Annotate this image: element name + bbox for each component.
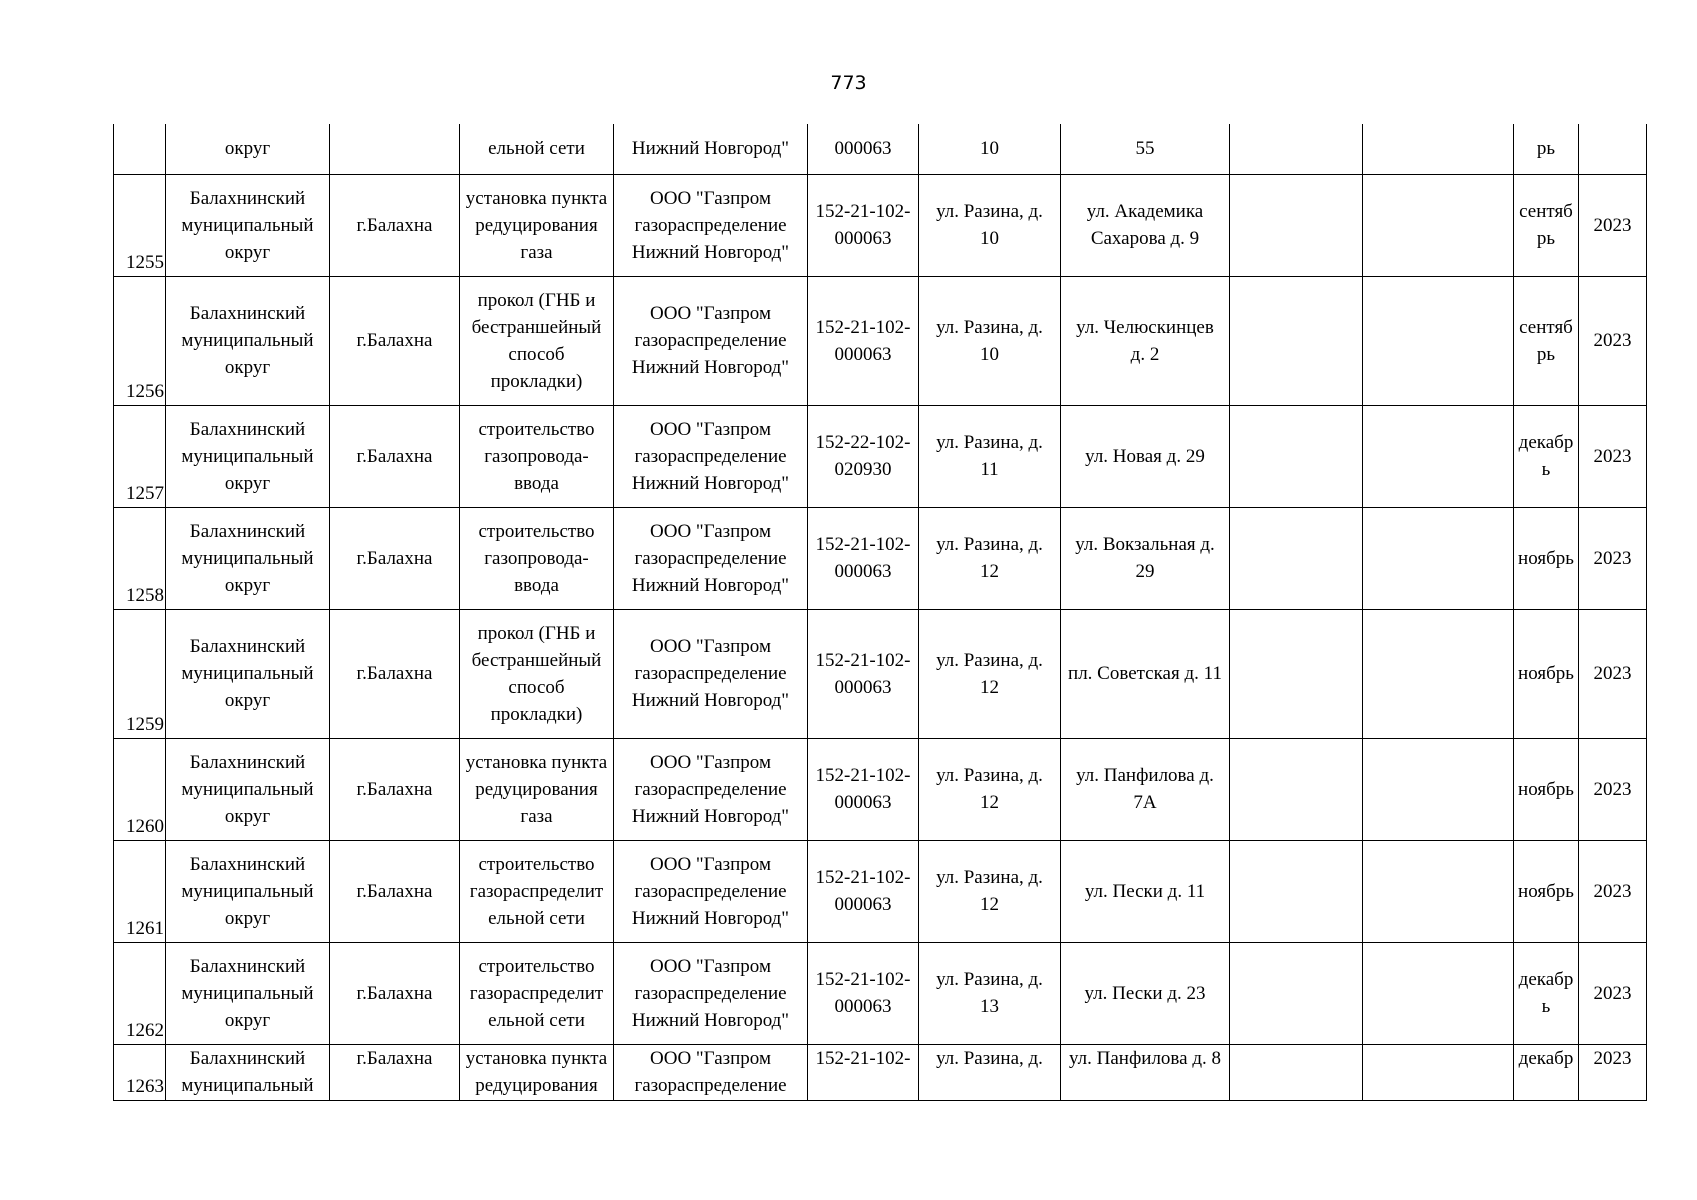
city-cell: г.Балахна (330, 405, 460, 507)
city-cell: г.Балахна (330, 174, 460, 276)
city-cell (330, 124, 460, 174)
year-cell: 2023 (1579, 609, 1647, 738)
table-row (114, 609, 1647, 738)
cell-line: 000063 (834, 894, 892, 915)
empty-cell (1230, 174, 1363, 276)
cell-line: муниципальный (181, 330, 314, 351)
year-cell (1579, 124, 1647, 174)
to-address-cell (1061, 174, 1230, 276)
cell-line: 152-22-102- (815, 432, 911, 453)
cell-line: газораспределение (634, 880, 787, 902)
empty-cell (1230, 276, 1363, 405)
cell-line: Балахнинский (189, 751, 306, 773)
cell-line: муниципальный (181, 445, 314, 467)
cell-line: ул. Пески д. 11 (1084, 880, 1206, 902)
cell-line: 152-21-102- (815, 867, 911, 888)
month-cell (1514, 840, 1579, 942)
cell-line: муниципальный (181, 880, 314, 902)
row-number-cell: 1258 (114, 507, 166, 609)
district-cell (166, 609, 330, 738)
row-number-cell: 1260 (114, 738, 166, 840)
year-cell: 2023 (1579, 840, 1647, 942)
cell-line: ул. Разина, д. (936, 201, 1043, 222)
work-type-cell (460, 609, 614, 738)
to-address-cell (1061, 738, 1230, 840)
cell-line: Нижний Новгород" (631, 357, 790, 378)
year-cell: 2023 (1579, 174, 1647, 276)
organization-cell (614, 276, 808, 405)
cell-line: ул. Разина, д. (936, 765, 1043, 786)
cell-line: ООО "Газпром (650, 751, 771, 773)
cell-line: Нижний Новгород" (631, 1009, 790, 1031)
cell-line: 000063 (834, 996, 892, 1017)
cell-line: ул. Разина, д. (936, 649, 1043, 671)
cell-line: 12 (980, 894, 999, 915)
code-cell (808, 609, 919, 738)
cell-line: ООО "Газпром (650, 418, 771, 440)
empty-cell (1363, 840, 1514, 942)
row-number-cell (114, 124, 166, 174)
cell-line: муниципальный (181, 547, 314, 569)
cell-line: установка пункта (465, 187, 608, 209)
cell-line: 12 (980, 561, 999, 582)
cell-line: Балахнинский (189, 187, 306, 209)
cell-line: газораспределение (634, 214, 787, 236)
cell-line: округ (224, 241, 271, 263)
from-address-cell (919, 609, 1061, 738)
cell-line: установка пункта (465, 1047, 608, 1069)
cell-line: прокладки) (490, 703, 583, 725)
table-row (114, 1044, 1647, 1100)
district-cell (166, 174, 330, 276)
city-cell: г.Балахна (330, 507, 460, 609)
cell-line: газораспределение (634, 778, 787, 800)
city-cell: г.Балахна (330, 942, 460, 1044)
table-row (114, 840, 1647, 942)
month-cell (1514, 942, 1579, 1044)
empty-cell (1230, 942, 1363, 1044)
cell-line: ООО "Газпром (650, 636, 771, 657)
cell-line: ул. Разина, д. (936, 534, 1043, 555)
empty-cell (1363, 124, 1514, 174)
empty-cell (1363, 174, 1514, 276)
cell-line: Балахнинский (189, 303, 306, 324)
district-cell (166, 276, 330, 405)
empty-cell (1363, 1044, 1514, 1100)
cell-line: ноябрь (1518, 663, 1574, 684)
cell-line: редуцирования (475, 1074, 598, 1096)
district-cell: округ (166, 124, 330, 174)
cell-line: муниципальный (181, 778, 314, 800)
work-type-cell (460, 507, 614, 609)
cell-line: Нижний Новгород" (631, 574, 790, 596)
cell-line: газопровода- (484, 445, 589, 467)
work-type-cell (460, 276, 614, 405)
cell-line: газа (520, 805, 553, 827)
to-address-cell (1061, 840, 1230, 942)
cell-line: 000063 (834, 792, 892, 813)
cell-line: ООО "Газпром (650, 520, 771, 542)
table-row (114, 507, 1647, 609)
year-cell: 2023 (1579, 276, 1647, 405)
from-address-cell: 10 (919, 124, 1061, 174)
cell-line: Балахнинский (189, 955, 306, 977)
from-address-cell (919, 405, 1061, 507)
district-cell (166, 738, 330, 840)
cell-line: округ (224, 357, 271, 378)
from-address-cell (919, 507, 1061, 609)
work-type-cell: ельной сети (460, 124, 614, 174)
year-cell: 2023 (1579, 738, 1647, 840)
organization-cell (614, 738, 808, 840)
cell-line: газопровода- (484, 547, 589, 569)
empty-cell (1363, 738, 1514, 840)
to-address-cell (1061, 405, 1230, 507)
cell-line: газа (520, 241, 553, 263)
cell-line: ул. Академика (1086, 201, 1204, 222)
cell-line: редуцирования (475, 778, 598, 800)
year-cell: 2023 (1579, 405, 1647, 507)
cell-line: Сахарова д. 9 (1090, 228, 1200, 249)
code-cell (808, 276, 919, 405)
cell-line: рь (1536, 343, 1556, 365)
cell-line: муниципальный (181, 214, 314, 236)
cell-line: сентяб (1519, 201, 1573, 222)
cell-line: Нижний Новгород" (631, 907, 790, 929)
from-address-cell (919, 276, 1061, 405)
page-number: 773 (830, 72, 867, 94)
district-cell (166, 405, 330, 507)
work-type-cell (460, 405, 614, 507)
cell-line: муниципальный (181, 982, 314, 1004)
cell-line: 152-21-102- (815, 765, 911, 786)
month-cell (1514, 507, 1579, 609)
cell-line: округ (224, 907, 271, 929)
city-cell: г.Балахна (330, 276, 460, 405)
row-number-cell: 1256 (114, 276, 166, 405)
code-cell (808, 738, 919, 840)
empty-cell (1230, 840, 1363, 942)
cell-line: 000063 (834, 676, 892, 698)
organization-cell (614, 507, 808, 609)
cell-line: муниципальный (181, 1074, 314, 1096)
row-number-cell: 1262 (114, 942, 166, 1044)
to-address-cell (1061, 507, 1230, 609)
cell-line: ноябрь (1518, 778, 1574, 800)
cell-line: Балахнинский (189, 520, 306, 542)
cell-line: бестраншейный (471, 649, 602, 671)
cell-line: 000063 (834, 561, 892, 582)
cell-line: ул. Панфилова д. (1076, 765, 1214, 786)
row-number-cell: 1259 (114, 609, 166, 738)
cell-line: 10 (980, 343, 999, 365)
cell-line: Нижний Новгород" (631, 472, 790, 494)
cell-line: Балахнинский (189, 418, 306, 440)
organization-cell (614, 609, 808, 738)
cell-line: Нижний Новгород" (631, 690, 790, 711)
cell-line: сентяб (1519, 316, 1573, 338)
month-cell (1514, 1044, 1579, 1100)
cell-line: 000063 (834, 343, 892, 365)
to-address-cell (1061, 942, 1230, 1044)
cell-line: д. 2 (1130, 343, 1160, 365)
cell-line: ООО "Газпром (650, 1047, 771, 1069)
row-number-cell: 1255 (114, 174, 166, 276)
cell-line: Нижний Новгород" (631, 805, 790, 827)
works-table (113, 124, 1647, 1101)
row-number-cell: 1261 (114, 840, 166, 942)
month-cell (1514, 609, 1579, 738)
empty-cell (1230, 738, 1363, 840)
cell-line: ул. Новая д. 29 (1085, 445, 1205, 467)
cell-line: ул. Разина, д. (936, 1047, 1043, 1069)
code-cell (808, 507, 919, 609)
from-address-cell (919, 738, 1061, 840)
organization-cell: Нижний Новгород" (614, 124, 808, 174)
cell-line: ООО "Газпром (650, 187, 771, 209)
table-row (114, 738, 1647, 840)
cell-line: 152-21-102- (815, 201, 911, 222)
to-address-cell: 55 (1061, 124, 1230, 174)
city-cell: г.Балахна (330, 840, 460, 942)
from-address-cell (919, 840, 1061, 942)
from-address-cell (919, 942, 1061, 1044)
cell-line: 152-21-102- (815, 649, 911, 671)
year-cell: 2023 (1579, 507, 1647, 609)
table-row (114, 276, 1647, 405)
cell-line: округ (224, 805, 271, 827)
cell-line: редуцирования (475, 214, 598, 236)
cell-line: прокол (ГНБ и (477, 622, 596, 644)
cell-line: строительство (478, 853, 595, 875)
cell-line: ельной сети (488, 907, 585, 929)
from-address-cell (919, 1044, 1061, 1100)
cell-line: ул. Пески д. 23 (1084, 982, 1206, 1004)
empty-cell (1363, 609, 1514, 738)
city-cell: г.Балахна (330, 609, 460, 738)
to-address-cell (1061, 609, 1230, 738)
work-type-cell (460, 840, 614, 942)
row-number-cell: 1263 (114, 1044, 166, 1100)
work-type-cell (460, 738, 614, 840)
cell-line: газораспределит (469, 880, 604, 902)
cell-line: ул. Разина, д. (936, 969, 1043, 990)
organization-cell (614, 174, 808, 276)
cell-line: ул. Вокзальная д. (1075, 534, 1215, 555)
code-cell (808, 840, 919, 942)
cell-line: 152-21-102- (815, 969, 911, 990)
cell-line: декабр (1518, 432, 1574, 453)
empty-cell (1363, 942, 1514, 1044)
cell-line: ООО "Газпром (650, 955, 771, 977)
cell-line: строительство (478, 418, 595, 440)
cell-line: строительство (478, 520, 595, 542)
to-address-cell (1061, 1044, 1230, 1100)
cell-line: ул. Панфилова д. 8 (1069, 1047, 1221, 1069)
cell-line: декабр (1518, 1047, 1574, 1069)
cell-line: бестраншейный (471, 316, 602, 338)
to-address-cell (1061, 276, 1230, 405)
code-cell: 000063 (808, 124, 919, 174)
table-row-continued (114, 124, 1647, 174)
empty-cell (1230, 405, 1363, 507)
cell-line: 152-21-102- (815, 1047, 911, 1069)
cell-line: Балахнинский (189, 1047, 306, 1069)
table-row (114, 174, 1647, 276)
cell-line: ь (1541, 459, 1551, 480)
month-cell: рь (1514, 124, 1579, 174)
cell-line: пл. Советская д. 11 (1068, 663, 1222, 684)
organization-cell (614, 405, 808, 507)
empty-cell (1230, 507, 1363, 609)
from-address-cell (919, 174, 1061, 276)
code-cell (808, 942, 919, 1044)
cell-line: ноябрь (1518, 880, 1574, 902)
empty-cell (1363, 507, 1514, 609)
month-cell (1514, 276, 1579, 405)
cell-line: рь (1536, 228, 1556, 249)
work-type-cell (460, 1044, 614, 1100)
cell-line: газораспределение (634, 1074, 787, 1096)
row-number-cell: 1257 (114, 405, 166, 507)
year-cell: 2023 (1579, 1044, 1647, 1100)
cell-line: газораспределение (634, 547, 787, 569)
year-cell: 2023 (1579, 942, 1647, 1044)
cell-line: округ (224, 574, 271, 596)
month-cell (1514, 405, 1579, 507)
cell-line: ноябрь (1518, 547, 1574, 569)
cell-line: ул. Разина, д. (936, 432, 1043, 453)
cell-line: муниципальный (181, 663, 314, 684)
empty-cell (1363, 276, 1514, 405)
work-type-cell (460, 174, 614, 276)
cell-line: 020930 (834, 459, 892, 480)
empty-cell (1230, 124, 1363, 174)
city-cell: г.Балахна (330, 738, 460, 840)
cell-line: газораспределит (469, 982, 604, 1004)
cell-line: способ (508, 676, 565, 698)
cell-line: округ (224, 690, 271, 711)
code-cell (808, 405, 919, 507)
empty-cell (1230, 609, 1363, 738)
city-cell: г.Балахна (330, 1044, 460, 1100)
cell-line: строительство (478, 955, 595, 977)
cell-line: 12 (980, 676, 999, 698)
work-type-cell (460, 942, 614, 1044)
cell-line: ь (1541, 996, 1551, 1017)
cell-line: установка пункта (465, 751, 608, 773)
code-cell (808, 1044, 919, 1100)
cell-line: прокол (ГНБ и (477, 289, 596, 311)
organization-cell (614, 942, 808, 1044)
cell-line: Нижний Новгород" (631, 241, 790, 263)
empty-cell (1230, 1044, 1363, 1100)
cell-line: ООО "Газпром (650, 853, 771, 875)
cell-line: 7А (1133, 792, 1157, 813)
cell-line: ввода (514, 574, 559, 596)
cell-line: ООО "Газпром (650, 303, 771, 324)
cell-line: газораспределение (634, 663, 787, 684)
table-row (114, 405, 1647, 507)
district-cell (166, 942, 330, 1044)
district-cell (166, 507, 330, 609)
organization-cell (614, 1044, 808, 1100)
cell-line: прокладки) (490, 370, 583, 392)
cell-line: ул. Разина, д. (936, 867, 1043, 888)
cell-line: газораспределение (634, 445, 787, 467)
cell-line: ввода (514, 472, 559, 494)
cell-line: газораспределение (634, 330, 787, 351)
month-cell (1514, 738, 1579, 840)
cell-line: округ (224, 472, 271, 494)
cell-line: способ (508, 343, 565, 365)
cell-line: ул. Челюскинцев (1076, 316, 1214, 338)
cell-line: 13 (980, 996, 999, 1017)
cell-line: 152-21-102- (815, 534, 911, 555)
cell-line: 12 (980, 792, 999, 813)
cell-line: газораспределение (634, 982, 787, 1004)
cell-line: 29 (1135, 561, 1155, 582)
cell-line: 10 (980, 228, 999, 249)
cell-line: 152-21-102- (815, 316, 911, 338)
empty-cell (1363, 405, 1514, 507)
cell-line: округ (224, 1009, 271, 1031)
organization-cell (614, 840, 808, 942)
code-cell (808, 174, 919, 276)
table-row (114, 942, 1647, 1044)
cell-line: декабр (1518, 969, 1574, 990)
cell-line: ельной сети (488, 1009, 585, 1031)
cell-line: 000063 (834, 228, 892, 249)
cell-line: Балахнинский (189, 853, 306, 875)
district-cell (166, 840, 330, 942)
district-cell (166, 1044, 330, 1100)
cell-line: Балахнинский (189, 636, 306, 657)
cell-line: 11 (980, 459, 999, 480)
month-cell (1514, 174, 1579, 276)
cell-line: ул. Разина, д. (936, 316, 1043, 338)
